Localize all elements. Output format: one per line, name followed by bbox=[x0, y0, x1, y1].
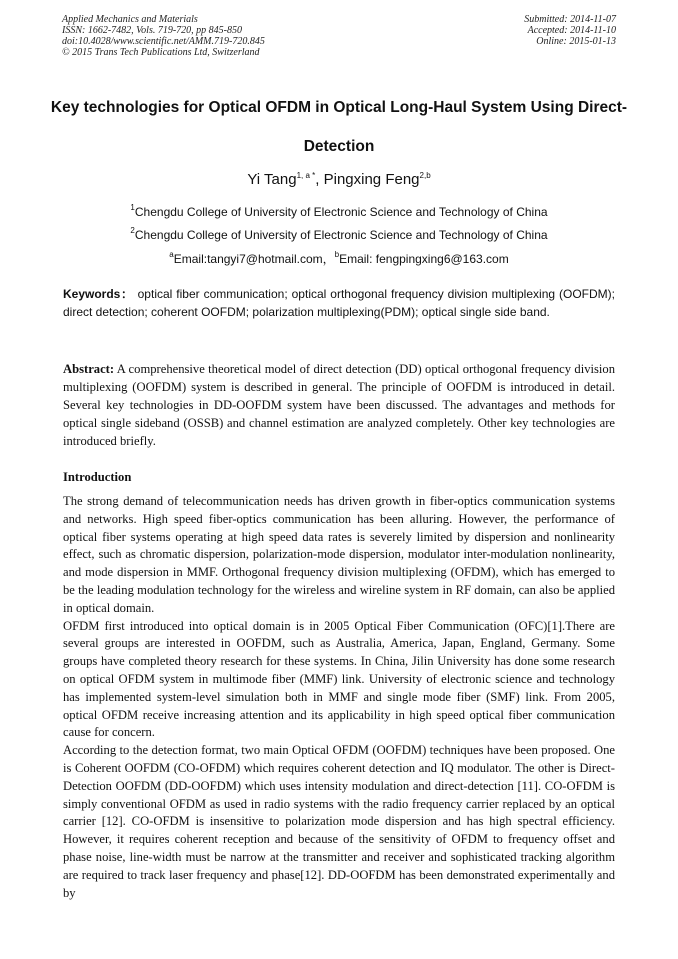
author-2-superscript: 2,b bbox=[419, 171, 431, 180]
dates-header bbox=[524, 14, 616, 47]
author-2-name: Pingxing Feng bbox=[323, 171, 420, 188]
affiliation-2 bbox=[40, 223, 638, 243]
author-1-name: Yi Tang bbox=[247, 171, 297, 188]
author-1-superscript: 1, a * bbox=[296, 171, 316, 180]
intro-paragraph-2: OFDM first introduced into optical domain is in 2005 Optical Fiber Communication (OFC)[1].There are several groups are interested in OOFDM, such as Australia, America, Japan, England, Germany. Some groups have completed theory research for these systems. In China, Jilin University has done some research on optical OFDM system in multimode fiber (MMF) link. University of electronic science and technology has implemented system-level simulation both in MMF and single mode fiber (SMF) link. From 2005, optical OFDM receive increasing attention and its applicability in high speed optical fiber communication cause for concern. bbox=[63, 618, 615, 740]
email-a-superscript: a bbox=[169, 250, 174, 259]
affiliation-1-text: Chengdu College of University of Electronic Science and Technology of China bbox=[134, 205, 548, 219]
keywords-label: Keywords： bbox=[63, 287, 134, 301]
submitted-date: Submitted: 2014-11-07 bbox=[524, 14, 616, 25]
introduction-body bbox=[63, 493, 615, 902]
author-separator: , bbox=[315, 171, 324, 188]
paper-title: Key technologies for Optical OFDM in Optical Long-Haul System Using Direct-Detection bbox=[50, 99, 628, 155]
journal-doi: doi:10.4028/www.scientific.net/AMM.719-720.845 bbox=[62, 36, 265, 47]
keywords-text: optical fiber communication; optical orthogonal frequency division multiplexing (OOFDM); direct detection; coherent OOFDM; polarization multiplexing(PDM); optical single side band. bbox=[63, 287, 616, 319]
abstract-text: A comprehensive theoretical model of direct detection (DD) optical orthogonal frequency division multiplexing (OOFDM) system is described in general. The principle of OOFDM is introduced in detail. Several key technologies in DD-OOFDM system have been discussed. The advantages and methods for optical single sideband (OSSB) and channel estimation are analyzed completely. Other key technologies are introduced briefly. bbox=[63, 362, 615, 448]
abstract-label: Abstract: bbox=[63, 362, 115, 376]
email-a-link[interactable]: Email:tangyi7@hotmail.com， bbox=[173, 252, 335, 266]
email-b-link[interactable]: Email: fengpingxing6@163.com bbox=[339, 252, 509, 266]
accepted-date: Accepted: 2014-11-10 bbox=[527, 25, 616, 36]
abstract-block bbox=[63, 360, 615, 450]
affiliation-1-superscript: 1 bbox=[130, 203, 135, 212]
intro-paragraph-1: The strong demand of telecommunication needs has driven growth in fiber-optics communication systems and networks. High speed fiber-optics communication has been alluring. However, the performance of optical fiber systems operating at high speed data rates is severely limited by dispersion and nonlinearity effect, such as chromatic dispersion, polarization-mode dispersion, modulator inter-modulation nonlinearity, and mode dispersion in MMF. Orthogonal frequency division multiplexing (OFDM), which has emerged to be the leading modulation technology for the wireless and wireline system in RF domain, can also be applied in optical domain. bbox=[63, 494, 615, 615]
introduction-heading: Introduction bbox=[63, 470, 132, 484]
journal-issn: ISSN: 1662-7482, Vols. 719-720, pp 845-850 bbox=[62, 25, 242, 36]
affiliation-2-text: Chengdu College of University of Electronic Science and Technology of China bbox=[134, 228, 548, 242]
email-b-superscript: b bbox=[334, 250, 340, 259]
keywords-block bbox=[63, 285, 615, 321]
journal-name: Applied Mechanics and Materials bbox=[62, 14, 198, 25]
affiliation-1 bbox=[40, 200, 638, 220]
intro-paragraph-3: According to the detection format, two main Optical OFDM (OOFDM) techniques have been proposed. One is Coherent OOFDM (CO-OFDM) which requires coherent detection and IQ modulator. The other is Direct-Detection OOFDM (DD-OOFDM) which uses intensity modulation and direct-detection [11]. CO-OFDM is simply conventional OFDM as used in radio systems with the radio frequency carrier replaced by an optical carrier [12]. CO-OFDM is insensitive to polarization mode dispersion and has high spectral efficiency. However, it requires coherent reception and because of the sensitivity of OFDM to frequency offset and phase noise, line-width must be narrow at the transmitter and receiver and sophisticated tracking algorithm are required to track laser frequency and phase[12]. DD-OOFDM has been demonstrated experimentally and by bbox=[63, 743, 615, 900]
online-date: Online: 2015-01-13 bbox=[536, 36, 616, 47]
authors-line bbox=[40, 166, 638, 190]
affiliation-2-superscript: 2 bbox=[130, 226, 135, 235]
journal-header bbox=[62, 14, 265, 58]
author-emails bbox=[40, 247, 638, 267]
journal-copyright: © 2015 Trans Tech Publications Ltd, Switzerland bbox=[62, 47, 260, 58]
